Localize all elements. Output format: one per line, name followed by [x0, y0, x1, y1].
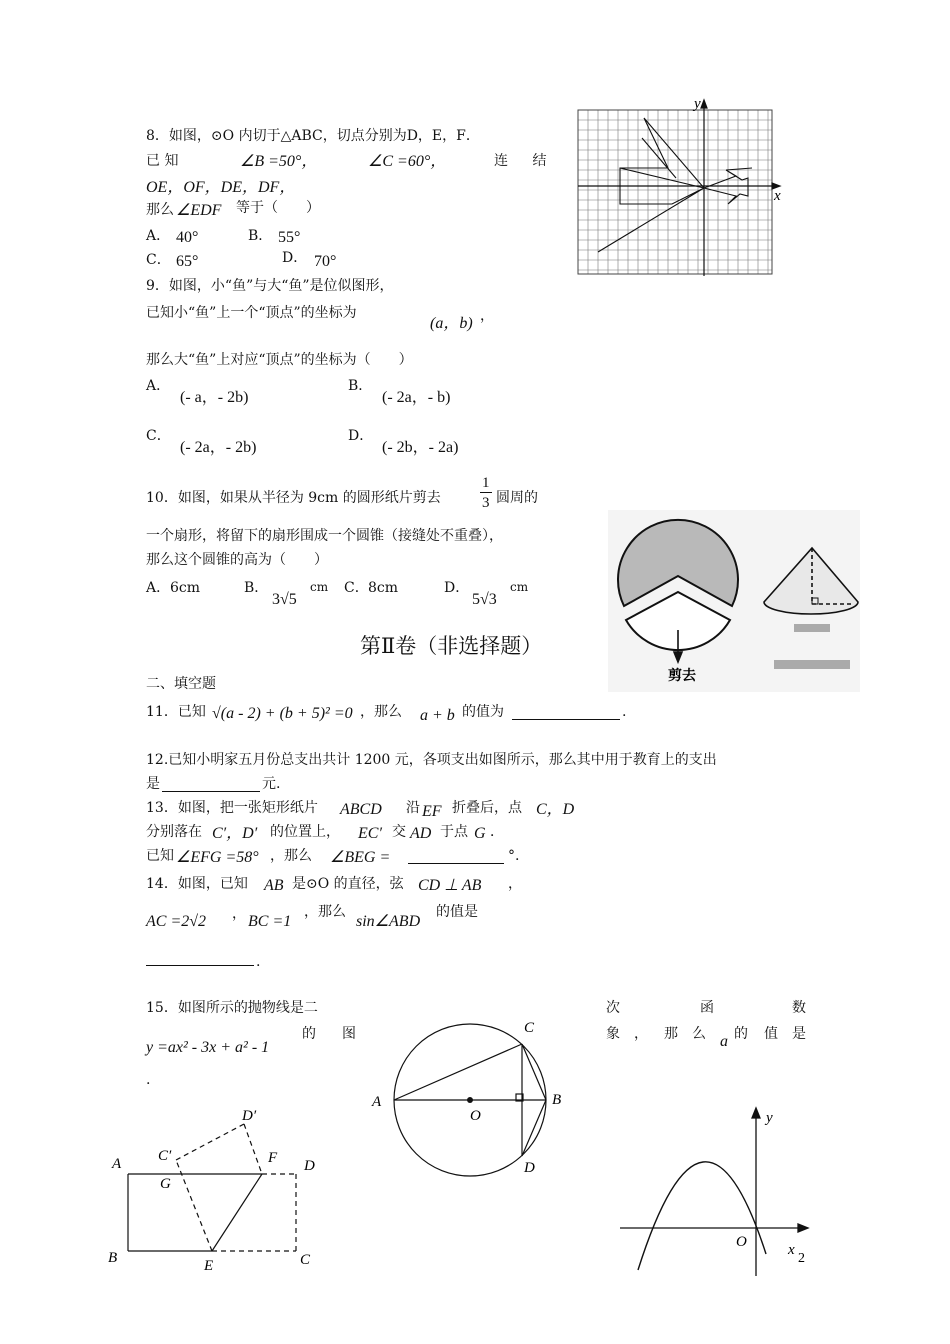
- fold-edge-ef: [212, 1174, 262, 1251]
- parabola-label-x: x: [788, 1242, 795, 1258]
- q15-left1: 15．如图所示的抛物线是二: [146, 1000, 318, 1016]
- cone-figure: [608, 510, 860, 692]
- q14-line1-end: ，: [508, 876, 522, 892]
- q11-mid: ，那么: [360, 704, 402, 720]
- q9-option-d-value: (- 2b，- 2a): [382, 439, 459, 456]
- q15-right2-f: 值: [764, 1026, 778, 1042]
- q10-option-d-label: D．: [444, 580, 470, 596]
- q9-line2-end: ，: [480, 308, 494, 324]
- q13-line3-mid: ，那么: [270, 848, 312, 864]
- q8-line2-suffix: 连 结: [494, 153, 547, 169]
- q13-line1-m2: EF: [422, 803, 442, 820]
- q15-right2-math: a: [720, 1033, 728, 1050]
- q8-angle-c: ∠C =60°，: [368, 153, 447, 170]
- fold-label-f: F: [268, 1150, 278, 1166]
- q13-line3-prefix: 已知: [146, 848, 174, 864]
- q10-line1-suffix: 圆周的: [496, 490, 538, 506]
- q8-line4-suffix: 等于（ ）: [236, 200, 320, 216]
- q9-line1: 9．如图，小“鱼”与大“鱼”是位似图形，: [146, 278, 394, 294]
- q9-line2: 已知小“鱼”上一个“顶点”的坐标为: [146, 305, 357, 321]
- q14-line2-m2: BC =1: [248, 913, 292, 930]
- cut-label: 剪去: [668, 668, 696, 684]
- q11-end: .: [622, 704, 627, 720]
- q8-angle-b: ∠B =50°，: [240, 153, 318, 170]
- q9-option-d-label: D．: [348, 428, 374, 444]
- q15-right1-b: 函: [700, 1000, 714, 1016]
- q8-line3: OE，OF，DE，DF，: [146, 179, 296, 196]
- q8-line2-prefix: 已 知: [146, 153, 179, 169]
- q14-line2-end: 的值是: [436, 904, 478, 920]
- q10-line2: 一个扇形，将留下的扇形围成一个圆锥（接缝处不重叠），: [146, 528, 503, 544]
- page-footer-number: 2: [798, 1251, 805, 1266]
- q13-line1-m1: ABCD: [340, 801, 382, 818]
- center-dot: [467, 1097, 473, 1103]
- q13-line1-mid2: 折叠后，点: [452, 800, 522, 816]
- q9-option-c-label: C．: [146, 428, 171, 444]
- q13-line2-prefix: 分别落在: [146, 824, 202, 840]
- q9-option-a-value: (- a，- 2b): [180, 389, 249, 406]
- fold-label-c: C: [300, 1252, 311, 1268]
- q11-prefix: 11．已知: [146, 704, 206, 720]
- fish-figure: [576, 98, 786, 278]
- q13-line3-end: °.: [508, 848, 520, 864]
- q8-line1: 8．如图，⊙O 内切于△ABC，切点分别为D，E，F．: [146, 128, 480, 144]
- q14-line3-end: .: [256, 954, 261, 970]
- part2-heading: 二、填空题: [146, 676, 216, 692]
- q15-left2-b: 图: [342, 1026, 356, 1042]
- q15-right2-b: ，: [634, 1026, 648, 1042]
- q10-option-b-label: B．: [244, 580, 269, 596]
- q10-option-b-unit: cm: [310, 580, 329, 594]
- q10-frac-den: 3: [482, 495, 490, 511]
- q14-line1-prefix: 14．如图，已知: [146, 876, 248, 892]
- q13-line1-prefix: 13．如图，把一张矩形纸片: [146, 800, 318, 816]
- q10-option-d-unit: cm: [510, 580, 529, 594]
- q12-line2-suffix: 元.: [262, 776, 281, 792]
- q15-equation: y =ax² - 3x + a² - 1: [146, 1039, 270, 1056]
- q15-right2-a: 象: [606, 1026, 620, 1042]
- q13-line2-end: ．: [490, 824, 504, 840]
- q13-line3-m1: ∠EFG =58°: [176, 849, 259, 866]
- fish-y-label: y: [694, 96, 701, 112]
- fish-grid: [578, 110, 772, 274]
- q11-math: √(a - 2) + (b + 5)² =0: [212, 705, 353, 722]
- q10-option-a-label: A．: [146, 580, 171, 596]
- q14-line2-sep: ，: [232, 906, 246, 922]
- q13-line2-mid2: 交: [392, 824, 406, 840]
- q13-line2-mid3: 于点: [440, 824, 468, 840]
- q8-option-a-value: 40°: [176, 229, 199, 246]
- q9-line2-math: (a，b): [430, 315, 473, 332]
- q11-math2: a + b: [420, 707, 455, 724]
- circle-label-c: C: [524, 1020, 535, 1036]
- parabola-curve: [638, 1162, 766, 1270]
- circle-label-a: A: [372, 1094, 382, 1110]
- q8-option-c-label: C．: [146, 252, 171, 268]
- q12-line1: 12.已知小明家五月份总支出共计 1200 元，各项支出如图所示，那么其中用于教育上的支出: [146, 752, 717, 768]
- fold-figure: [100, 1096, 340, 1282]
- q12-answer-blank: [162, 776, 260, 792]
- q14-line2-mid: ，那么: [304, 904, 346, 920]
- chord-cb: [522, 1044, 546, 1100]
- circle-label-d: D: [524, 1160, 535, 1176]
- fold-label-b: B: [108, 1250, 118, 1266]
- q10-frac-bar: [480, 492, 492, 493]
- fold-label-e: E: [204, 1258, 214, 1274]
- q10-option-d-value: 5√3: [472, 591, 497, 608]
- q15-right2-e: 的: [734, 1026, 748, 1042]
- fold-label-d: D: [304, 1158, 315, 1174]
- q9-line3: 那么大“鱼”上对应“顶点”的坐标为（ ）: [146, 352, 413, 368]
- q13-line2-m2: EC′: [358, 825, 382, 842]
- fold-label-d-prime: D′: [242, 1108, 257, 1124]
- q14-line2-m1: AC =2√2: [146, 913, 207, 930]
- q8-option-a-label: A．: [146, 228, 171, 244]
- q8-option-d-label: D．: [282, 250, 308, 266]
- q13-line2-mid: 的位置上，: [270, 824, 340, 840]
- q14-line1-m2: CD ⊥ AB: [418, 877, 482, 894]
- fold-dash-d1f: [244, 1124, 262, 1174]
- q9-option-b-label: B．: [348, 378, 373, 394]
- q10-option-b-value: 3√5: [272, 591, 297, 608]
- q9-option-c-value: (- 2a，- 2b): [180, 439, 257, 456]
- parabola-label-y: y: [766, 1110, 773, 1126]
- q8-line4-prefix: 那么: [146, 202, 174, 218]
- chord-bd: [522, 1100, 546, 1156]
- q10-option-c-value: 8cm: [368, 580, 399, 596]
- q13-line2-m4: G: [474, 825, 486, 842]
- q14-line2-m3: sin∠ABD: [356, 913, 421, 930]
- q13-line3-m2: ∠BEG =: [330, 849, 391, 866]
- q8-option-c-value: 65°: [176, 253, 199, 270]
- q9-option-a-label: A．: [146, 378, 171, 394]
- fold-label-g: G: [160, 1176, 171, 1192]
- q14-line1-mid: 是⊙O 的直径，弦: [292, 876, 404, 892]
- q13-line2-m3: AD: [410, 825, 432, 842]
- q10-line1-prefix: 10．如图，如果从半径为 9cm 的圆形纸片剪去: [146, 490, 441, 506]
- fold-dash-c1d1: [176, 1124, 244, 1160]
- chord-ac: [394, 1044, 522, 1100]
- q8-line4-math: ∠EDF: [176, 202, 222, 219]
- q13-line1-mid: 沿: [406, 800, 420, 816]
- q8-option-d-value: 70°: [314, 253, 337, 270]
- q15-right2-d: 么: [692, 1026, 706, 1042]
- q13-answer-blank: [408, 848, 504, 864]
- fish-x-label: x: [774, 188, 781, 204]
- q10-line3: 那么这个圆锥的高为（ ）: [146, 552, 328, 568]
- q15-right1-c: 数: [792, 1000, 806, 1016]
- q12-line2-prefix: 是: [146, 776, 160, 792]
- section-title: 第Ⅱ卷（非选择题）: [360, 634, 543, 658]
- q8-option-b-value: 55°: [278, 229, 301, 246]
- q15-right2-g: 是: [792, 1026, 806, 1042]
- q11-answer-blank: [512, 704, 620, 720]
- parabola-label-o: O: [736, 1234, 747, 1250]
- fold-label-c-prime: C′: [158, 1148, 172, 1164]
- q14-line1-m1: AB: [264, 877, 284, 894]
- q10-option-c-label: C．: [344, 580, 369, 596]
- q13-line1-m3: C，D: [536, 801, 575, 818]
- circle-label-o: O: [470, 1108, 481, 1124]
- q15-right1-a: 次: [606, 1000, 620, 1016]
- q15-right2-c: 那: [664, 1026, 678, 1042]
- q14-answer-blank: [146, 950, 254, 966]
- q9-option-b-value: (- 2a，- b): [382, 389, 451, 406]
- circle-label-b: B: [552, 1092, 562, 1108]
- q10-option-a-value: 6cm: [170, 580, 201, 596]
- q10-frac-num: 1: [482, 475, 490, 491]
- parabola-figure: [616, 1100, 816, 1280]
- q15-line3: .: [146, 1072, 151, 1088]
- fold-label-a: A: [112, 1156, 122, 1172]
- q8-option-b-label: B．: [248, 228, 273, 244]
- q11-suffix: 的值为: [462, 704, 504, 720]
- circle-figure: [366, 1016, 576, 1186]
- q13-line2-m1: C′，D′: [212, 825, 258, 842]
- q15-left2-a: 的: [302, 1026, 316, 1042]
